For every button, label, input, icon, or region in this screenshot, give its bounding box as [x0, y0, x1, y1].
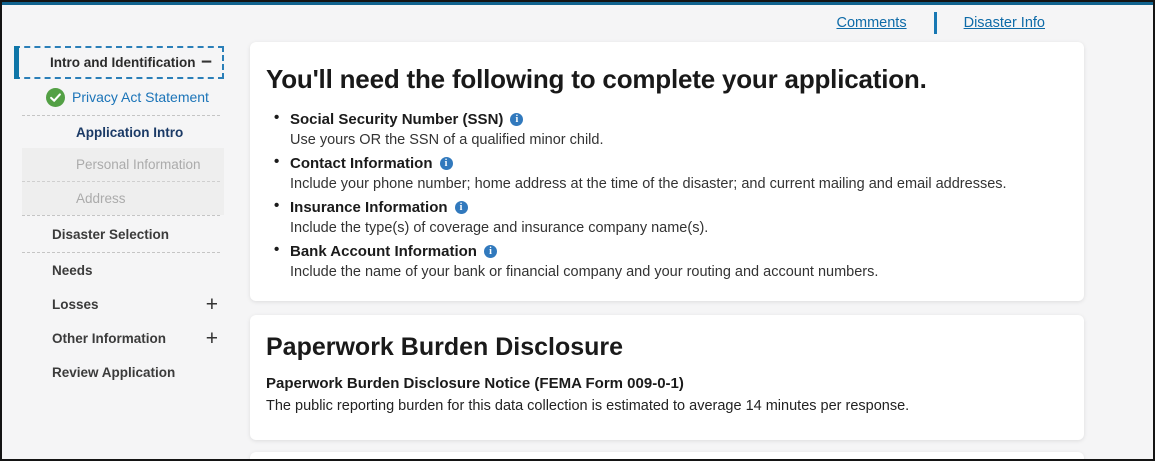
- next-card-peek: [250, 452, 1084, 461]
- sidebar-item-label: Intro and Identification: [50, 55, 196, 70]
- list-item-description: Include the type(s) of coverage and insurance company name(s).: [290, 220, 709, 236]
- sidebar-item-privacy-act-statement[interactable]: [14, 79, 224, 115]
- list-item-ssn: [266, 109, 1068, 150]
- collapse-minus-icon[interactable]: −: [200, 52, 212, 73]
- expand-plus-icon[interactable]: +: [205, 292, 218, 316]
- sidebar-item-label: Privacy Act Statement: [72, 89, 209, 105]
- sidebar-item-label: Losses: [52, 296, 99, 312]
- section-title: Paperwork Burden Disclosure: [266, 333, 624, 361]
- active-section-indicator: [14, 46, 19, 79]
- check-circle-icon: [46, 88, 65, 107]
- sidebar-item-needs[interactable]: [14, 253, 224, 287]
- sidebar-item-label: Personal Information: [76, 157, 201, 172]
- sidebar-item-label: Application Intro: [76, 124, 184, 140]
- comments-link[interactable]: Comments: [836, 15, 907, 31]
- list-item-insurance: [266, 197, 1068, 238]
- sidebar-item-other-information[interactable]: [14, 321, 224, 355]
- requirements-list: [266, 109, 1068, 282]
- link-separator: [934, 12, 937, 34]
- expand-plus-icon[interactable]: +: [205, 326, 218, 350]
- sidebar-item-disaster-selection[interactable]: [14, 216, 224, 252]
- info-icon[interactable]: [440, 157, 453, 170]
- sidebar-item-application-intro[interactable]: [14, 116, 224, 148]
- sidebar-item-intro-and-identification[interactable]: [14, 46, 224, 79]
- top-accent-bar: [2, 2, 1153, 5]
- list-item-title: • Bank Account Information: [290, 242, 477, 260]
- main-content: [250, 42, 1084, 461]
- disaster-info-link[interactable]: Disaster Info: [963, 15, 1045, 31]
- notice-body: The public reporting burden for this data collection is estimated to average 14 minutes per response.: [266, 398, 910, 414]
- info-icon[interactable]: [484, 245, 497, 258]
- sidebar-item-label: Needs: [52, 262, 93, 278]
- list-item-contact: [266, 153, 1068, 194]
- checklist-card: [250, 42, 1084, 301]
- list-item-description: Include the name of your bank or financial company and your routing and account numbers.: [290, 264, 879, 280]
- sidebar-item-review-application[interactable]: [14, 355, 224, 389]
- page-title: You'll need the following to complete your application.: [266, 64, 927, 94]
- list-item-title: • Social Security Number (SSN): [290, 110, 504, 128]
- sidebar-item-losses[interactable]: [14, 287, 224, 321]
- list-item-bank-account: [266, 241, 1068, 282]
- info-icon[interactable]: [510, 113, 523, 126]
- sidebar-item-label: Other Information: [52, 330, 166, 346]
- sidebar-item-label: Review Application: [52, 364, 176, 380]
- list-item-title: • Insurance Information: [290, 198, 448, 216]
- list-item-description: Use yours OR the SSN of a qualified minor child.: [290, 132, 604, 148]
- sidebar-item-label: Address: [76, 191, 126, 206]
- sidebar-nav: [14, 46, 224, 389]
- info-icon[interactable]: [455, 201, 468, 214]
- sidebar-item-label: Disaster Selection: [52, 226, 170, 242]
- disabled-subitems-block: [22, 148, 224, 215]
- header-links: [836, 8, 1045, 38]
- list-item-title: • Contact Information: [290, 154, 433, 172]
- list-item-description: Include your phone number; home address at the time of the disaster; and current mailing and email addresses.: [290, 176, 1007, 192]
- sidebar-item-personal-information: [22, 148, 224, 181]
- paperwork-burden-card: [250, 315, 1084, 440]
- sidebar-item-address: [22, 182, 224, 215]
- notice-title: Paperwork Burden Disclosure Notice (FEMA Form 009-0-1): [266, 375, 684, 392]
